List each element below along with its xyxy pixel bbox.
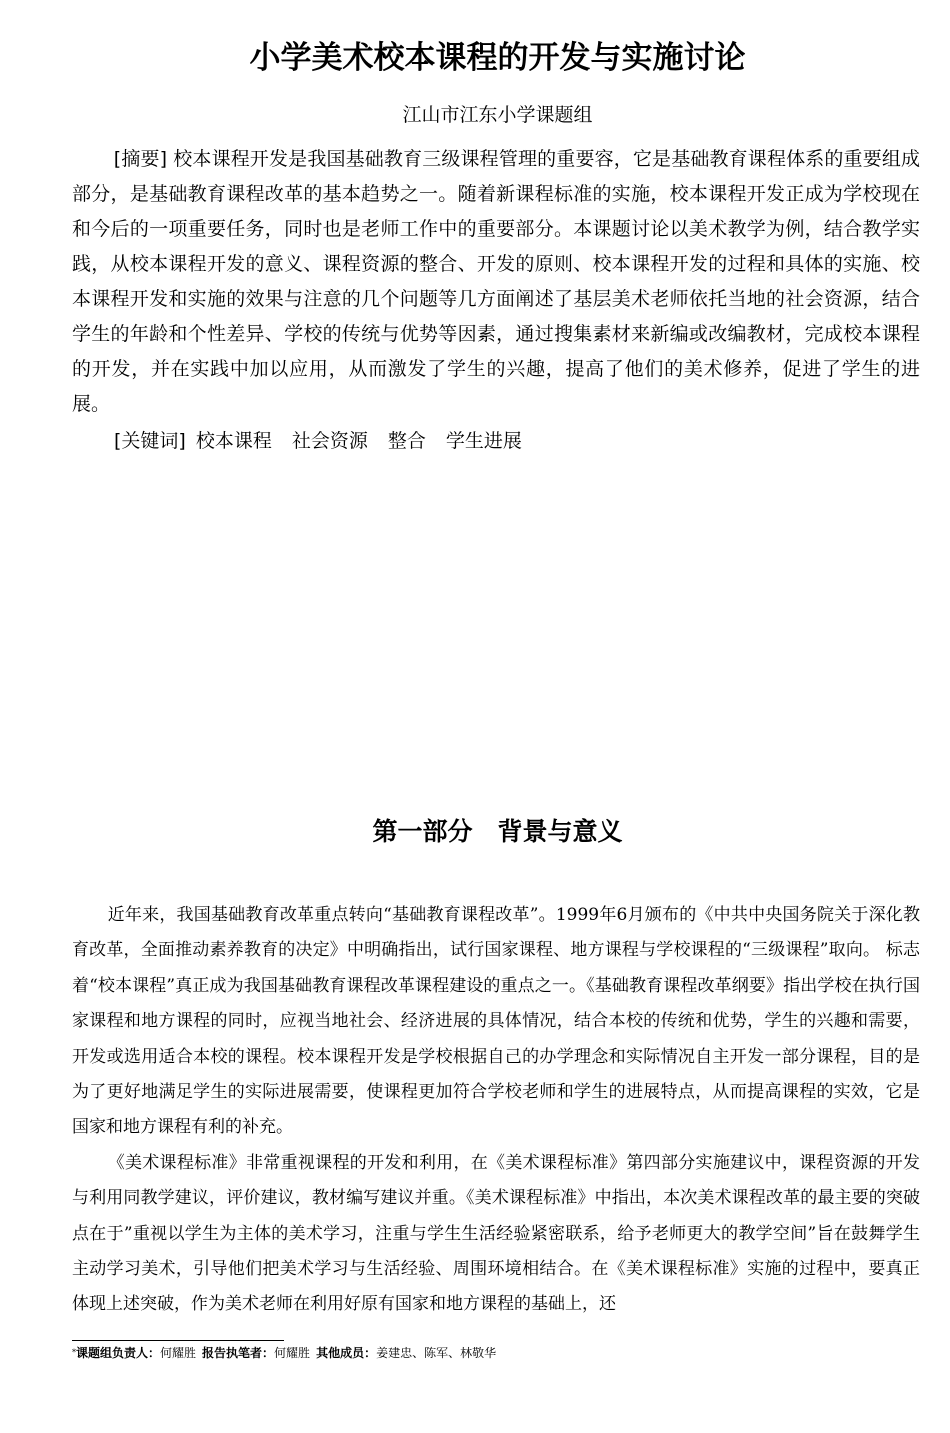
keyword: 整合 bbox=[387, 430, 426, 452]
keyword: 社会资源 bbox=[291, 430, 368, 452]
footnote-leader: 何耀胜 bbox=[160, 1346, 197, 1360]
abstract-text: 校本课程开发是我国基础教育三级课程管理的重要容，它是基础教育课程体系的重要组成部分，是基础教育课程改革的基本趋势之一。随着新课程标准的实施，校本课程开发正成为学校现在和今后的一项重要任务，同时也是老师工作中的重要部分。本课题讨论以美术教学为例，结合教学实践，从校本课程开发的意义、课程资源的整合、开发的原则、校本课程开发的过程和具体的实施、校本课程开发和实施的效果与注意的几个问题等几方面阐述了基层美术老师依托当地的社会资源，结合学生的年龄和个性差异、学校的传统与优势等因素，通过搜集素材来新编或改编教材，完成校本课程的开发，并在实践中加以应用，从而激发了学生的兴趣，提高了他们的美术修养，促进了学生的进展。 bbox=[72, 148, 920, 415]
keywords bbox=[114, 424, 522, 459]
footnote bbox=[72, 1344, 502, 1362]
footnote-divider bbox=[72, 1340, 284, 1341]
abstract bbox=[72, 142, 920, 422]
document-title: 小学美术校本课程的开发与实施讨论 bbox=[249, 40, 746, 76]
keywords-label: [关键词] bbox=[114, 430, 186, 452]
keyword: 校本课程 bbox=[195, 430, 272, 452]
abstract-label: [摘要] bbox=[113, 148, 168, 170]
body-paragraph: 近年来，我国基础教育改革重点转向“基础教育课程改革”。1999年6月颁布的《中共中央国务院关于深化教育改革，全面推动素养教育的决定》中明确指出，试行国家课程、地方课程与学校课程的“三级课程”取向。 标志着“校本课程”真正成为我国基础教育课程改革课程建设的重点之一。《基础教育课程改革纲要》指出学校在执行国家课程和地方课程的同时，应视当地社会、经济进展的具体情况，结合本校的传统和优势，学生的兴趣和需要，开发或选用适合本校的课程。校本课程开发是学校根据自己的办学理念和实际情况自主开发一部分课程，目的是为了更好地满足学生的实际进展需要，使课程更加符合学校老师和学生的进展特点，从而提高课程的实效，它是国家和地方课程有利的补充。 bbox=[72, 905, 920, 1138]
footnote-writer-label: 报告执笔者： bbox=[202, 1346, 275, 1360]
footnote-writer: 何耀胜 bbox=[274, 1346, 311, 1360]
section-body bbox=[72, 898, 920, 1323]
keyword: 学生进展 bbox=[445, 430, 522, 452]
footnote-members: 姜建忠、陈军、林敬华 bbox=[376, 1346, 497, 1360]
footnote-leader-label: 课题组负责人： bbox=[76, 1346, 161, 1360]
author-group: 江山市江东小学课题组 bbox=[402, 104, 593, 126]
footnote-mark: * bbox=[72, 1348, 76, 1357]
body-paragraph: 《美术课程标准》非常重视课程的开发和利用，在《美术课程标准》第四部分实施建议中，课程资源的开发与利用同教学建议，评价建议，教材编写建议并重。《美术课程标准》中指出，本次美术课程改革的最主要的突破点在于”重视以学生为主体的美术学习，注重与学生生活经验紧密联系，给予老师更大的教学空间”旨在鼓舞学生主动学习美术，引导他们把美术学习与生活经验、周围环境相结合。在《美术课程标准》实施的过程中，要真正体现上述突破，作为美术老师在利用好原有国家和地方课程的基础上，还 bbox=[72, 1152, 920, 1315]
footnote-members-label: 其他成员： bbox=[316, 1346, 377, 1360]
section-heading: 第一部分 背景与意义 bbox=[372, 817, 623, 846]
